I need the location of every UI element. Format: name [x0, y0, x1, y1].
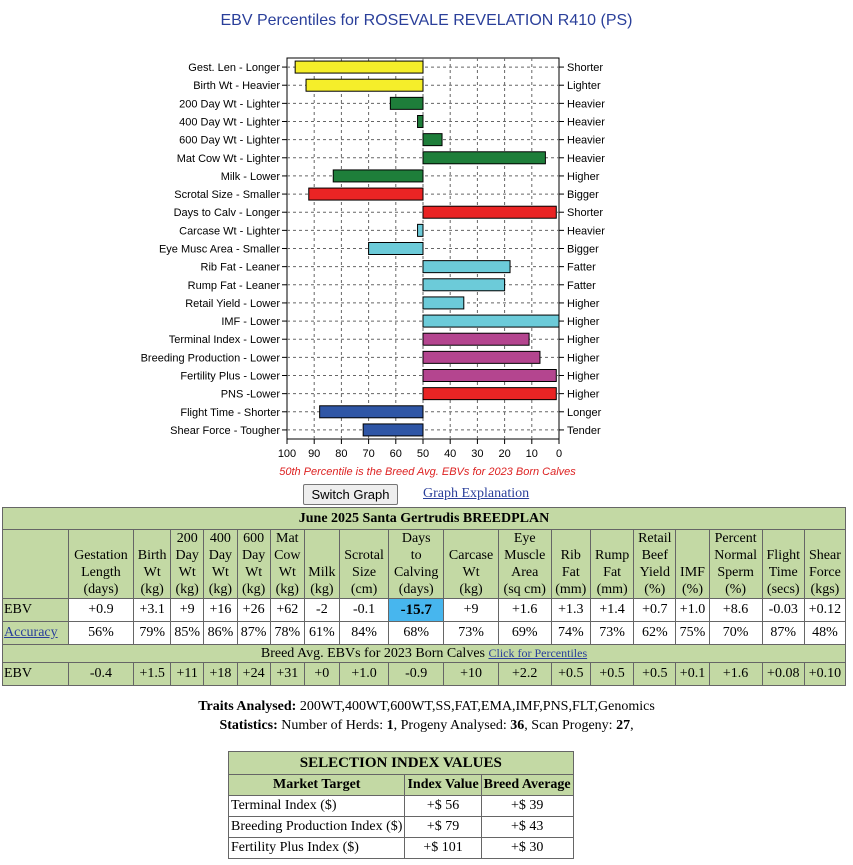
column-header-line: Wt [245, 565, 263, 580]
column-header-line: Retail [638, 531, 672, 546]
percentile-bar [390, 97, 423, 109]
percentile-chart [0, 50, 853, 462]
ebv-value-cell: +0.9 [68, 599, 134, 622]
x-tick-label: 90 [308, 448, 321, 460]
accuracy-value-cell: 86% [204, 622, 237, 645]
trait-label-left: PNS -Lower [220, 388, 280, 401]
trait-label-left: Rib Fat - Leaner [200, 261, 280, 274]
ebv-value-cell: +1.6 [498, 599, 551, 622]
column-header-line: (%) [644, 582, 666, 597]
column-header [444, 530, 499, 599]
ebv-value-cell: -15.7 [389, 599, 444, 622]
column-header [389, 530, 444, 599]
breed-avg-row [3, 663, 846, 686]
click-for-percentiles-link[interactable]: Click for Percentiles [488, 646, 588, 660]
trait-label-left: Shear Force - Tougher [170, 424, 280, 437]
percentile-bar [423, 152, 545, 164]
column-header-line: (kg) [459, 582, 483, 597]
selection-index-title: SELECTION INDEX VALUES [229, 752, 574, 775]
column-header-line: Sperm [717, 565, 754, 580]
column-header [134, 530, 171, 599]
column-header-line: Mat [276, 531, 299, 546]
column-header-line: (kg) [241, 582, 266, 597]
column-header-line: Birth [137, 548, 167, 563]
column-header-line: 400 [209, 531, 231, 546]
breed-avg-value-cell: +0.5 [551, 663, 591, 686]
column-header [762, 530, 804, 599]
progeny-value: 36 [510, 718, 525, 733]
x-tick-label: 20 [498, 448, 511, 460]
ebv-table-title-row [3, 508, 846, 530]
breed-avg-value-cell: -0.9 [389, 663, 444, 686]
statistics-label: Statistics: [219, 718, 278, 733]
column-header [804, 530, 845, 599]
column-header [676, 530, 709, 599]
ebv-value-cell: +1.4 [591, 599, 634, 622]
header-index-value: Index Value [405, 775, 481, 796]
ebv-value-cell: +3.1 [134, 599, 171, 622]
column-header-line: (kg) [208, 582, 233, 597]
trait-label-right: Tender [567, 424, 601, 437]
column-header-line: Fat [561, 565, 580, 580]
trait-label-left: Carcase Wt - Lighter [179, 225, 280, 238]
column-header-line: (mm) [555, 582, 587, 597]
market-target-cell: Terminal Index ($) [229, 796, 405, 817]
header-blank-cell [3, 530, 69, 599]
breed-average-cell: +$ 39 [481, 796, 573, 817]
column-header-line: (kgs) [810, 582, 840, 597]
accuracy-value-cell: 85% [171, 622, 204, 645]
column-header-line: 200 [176, 531, 198, 546]
market-target-cell: Fertility Plus Index ($) [229, 838, 405, 859]
accuracy-value-cell: 73% [591, 622, 634, 645]
trait-label-left: Milk - Lower [220, 170, 280, 183]
ebv-row [3, 599, 846, 622]
herds-value: 1 [386, 718, 394, 733]
trait-label-right: Heavier [567, 98, 605, 111]
analysis-summary [0, 697, 853, 735]
column-header [204, 530, 237, 599]
column-header [709, 530, 762, 599]
column-header-line: Day [208, 548, 233, 563]
breed-average-cell: +$ 30 [481, 838, 573, 859]
column-header [634, 530, 676, 599]
accuracy-value-cell: 62% [634, 622, 676, 645]
breed-avg-value-cell: +0.10 [804, 663, 845, 686]
column-header-line: Percent [714, 531, 757, 546]
breed-avg-value-cell: +2.2 [498, 663, 551, 686]
breed-average-cell: +$ 43 [481, 817, 573, 838]
column-header [498, 530, 551, 599]
percentile-bar [423, 388, 556, 400]
column-header-line: (cm) [350, 582, 378, 597]
ebv-value-cell: +1.3 [551, 599, 591, 622]
ebv-value-cell: +1.0 [676, 599, 709, 622]
accuracy-value-cell: 79% [134, 622, 171, 645]
percentile-bar [320, 406, 423, 418]
accuracy-value-cell: 48% [804, 622, 845, 645]
column-header-line: Wt [178, 565, 196, 580]
selection-index-row [229, 796, 574, 817]
column-header [270, 530, 304, 599]
ebv-value-cell: +8.6 [709, 599, 762, 622]
percentile-bar [423, 261, 510, 273]
column-header-line: Day [175, 548, 199, 563]
accuracy-value-cell: 70% [709, 622, 762, 645]
column-header-line: (kg) [310, 582, 334, 597]
percentile-bar [423, 206, 556, 218]
column-header-line: (%) [682, 582, 703, 597]
percentile-bar [333, 170, 423, 182]
trait-label-right: Higher [567, 170, 600, 183]
column-header-line: Days [401, 531, 431, 546]
breed-avg-title: Breed Avg. EBVs for 2023 Born Calves [260, 646, 485, 661]
trait-label-right: Higher [567, 370, 600, 383]
trait-label-left: Days to Calv - Longer [173, 207, 280, 220]
percentile-bar [423, 351, 540, 363]
x-tick-label: 100 [277, 448, 297, 460]
column-header-line: Shear [808, 548, 841, 563]
selection-index-table [228, 751, 574, 859]
column-header-line: Cow [274, 548, 301, 563]
trait-label-left: 400 Day Wt - Lighter [179, 116, 280, 129]
statistics-line [0, 716, 853, 735]
progeny-label: , Progeny Analysed: [393, 718, 511, 733]
trait-label-left: 600 Day Wt - Lighter [179, 134, 280, 147]
column-header-line: 600 [243, 531, 265, 546]
breed-avg-value-cell: +31 [270, 663, 304, 686]
trait-label-left: Scrotal Size - Smaller [174, 189, 280, 202]
trait-label-right: Higher [567, 388, 600, 401]
ebv-value-cell: +62 [270, 599, 304, 622]
breed-avg-value-cell: +24 [237, 663, 270, 686]
trait-label-left: 200 Day Wt - Lighter [179, 98, 280, 111]
x-tick-label: 40 [444, 448, 457, 460]
selection-index-row [229, 838, 574, 859]
trait-label-right: Shorter [567, 207, 604, 220]
column-header-line: Day [241, 548, 266, 563]
x-tick-label: 10 [525, 448, 538, 460]
percentile-bar [306, 79, 423, 91]
column-header-line: (sq cm) [503, 582, 546, 597]
column-header [591, 530, 634, 599]
index-value-cell: +$ 101 [405, 838, 481, 859]
herds-label: Number of Herds: [277, 718, 387, 733]
column-header-line: (days) [83, 582, 119, 597]
accuracy-row-label[interactable] [3, 622, 69, 645]
trait-label-left: Flight Time - Shorter [180, 406, 280, 419]
percentile-bar [423, 370, 556, 382]
column-header-line: Size [352, 565, 377, 580]
accuracy-value-cell: 73% [444, 622, 499, 645]
index-value-cell: +$ 79 [405, 817, 481, 838]
column-header-line: Wt [462, 565, 480, 580]
column-header [339, 530, 388, 599]
column-header [68, 530, 134, 599]
ebv-row-label: EBV [3, 599, 69, 622]
column-header-line: Milk [308, 565, 336, 580]
breed-avg-value-cell: +0.08 [762, 663, 804, 686]
breed-avg-title-cell [3, 645, 846, 663]
trait-label-right: Higher [567, 334, 600, 347]
accuracy-value-cell: 87% [237, 622, 270, 645]
x-tick-label: 60 [389, 448, 402, 460]
column-header-line: IMF [680, 565, 705, 580]
breed-avg-value-cell: +10 [444, 663, 499, 686]
accuracy-value-cell: 74% [551, 622, 591, 645]
trait-label-right: Bigger [567, 189, 599, 202]
column-header-line: Eye [513, 531, 536, 546]
percentile-bar [423, 297, 464, 309]
ebv-value-cell: -0.03 [762, 599, 804, 622]
trait-label-left: Gest. Len - Longer [188, 62, 280, 75]
breed-avg-value-cell: +1.0 [339, 663, 388, 686]
trait-label-left: Eye Musc Area - Smaller [158, 243, 280, 256]
trait-label-left: Retail Yield - Lower [185, 297, 280, 310]
column-header-line: (kg) [140, 582, 164, 597]
header-market-target: Market Target [229, 775, 405, 796]
x-tick-label: 0 [555, 448, 563, 460]
accuracy-value-cell: 84% [339, 622, 388, 645]
accuracy-value-cell: 69% [498, 622, 551, 645]
column-header-line: Length [81, 565, 121, 580]
column-header-line: Gestation [74, 548, 128, 563]
traits-label: Traits Analysed: [198, 699, 297, 714]
selection-index-header-row [229, 775, 574, 796]
trait-label-left: Rump Fat - Leaner [187, 279, 280, 292]
breed-avg-title-row [3, 645, 846, 663]
column-header-line: Beef [641, 548, 668, 563]
breed-avg-value-cell: +0 [304, 663, 339, 686]
ebv-value-cell: -2 [304, 599, 339, 622]
percentile-bar [423, 333, 529, 345]
column-header-line: Carcase [448, 548, 494, 563]
breed-avg-value-cell: +1.6 [709, 663, 762, 686]
column-header [171, 530, 204, 599]
accuracy-value-cell: 68% [389, 622, 444, 645]
trait-label-left: Breeding Production - Lower [140, 352, 280, 365]
index-value-cell: +$ 56 [405, 796, 481, 817]
trait-label-right: Heavier [567, 225, 605, 238]
trait-label-right: Fatter [567, 279, 596, 292]
traits-analysed-line [0, 697, 853, 716]
column-header-line: Time [768, 565, 798, 580]
trait-label-right: Bigger [567, 243, 599, 256]
selection-index-title-row [229, 752, 574, 775]
percentile-bar [309, 188, 423, 200]
breed-avg-value-cell: +11 [171, 663, 204, 686]
column-header [237, 530, 270, 599]
column-header-line: Flight [766, 548, 800, 563]
column-header-line: Wt [278, 565, 296, 580]
ebv-table-title: June 2025 Santa Gertrudis BREEDPLAN [3, 508, 846, 530]
breed-avg-value-cell: +0.5 [634, 663, 676, 686]
breed-avg-value-cell: +18 [204, 663, 237, 686]
market-target-cell: Breeding Production Index ($) [229, 817, 405, 838]
accuracy-value-cell: 61% [304, 622, 339, 645]
x-tick-label: 70 [362, 448, 375, 460]
column-header-line: (kg) [175, 582, 199, 597]
column-header [304, 530, 339, 599]
column-header-line: Fat [603, 565, 622, 580]
trait-label-left: Birth Wt - Heavier [193, 80, 280, 93]
column-header-line: Rib [560, 548, 581, 563]
column-header-line: Area [511, 565, 539, 580]
scan-label: , Scan Progeny: [524, 718, 617, 733]
accuracy-row [3, 622, 846, 645]
trait-label-right: Higher [567, 316, 600, 329]
percentile-bar [369, 243, 423, 255]
column-header-line: (secs) [766, 582, 800, 597]
trait-label-right: Heavier [567, 152, 605, 165]
accuracy-link[interactable]: Accuracy [4, 625, 58, 640]
percentile-bar [363, 424, 423, 436]
x-tick-label: 30 [471, 448, 484, 460]
header-breed-average: Breed Average [481, 775, 573, 796]
percentile-bar [295, 61, 423, 73]
trait-label-left: IMF - Lower [221, 316, 280, 329]
column-header-line: (days) [398, 582, 434, 597]
accuracy-value-cell: 75% [676, 622, 709, 645]
trait-label-right: Higher [567, 352, 600, 365]
accuracy-value-cell: 87% [762, 622, 804, 645]
accuracy-value-cell: 56% [68, 622, 134, 645]
trait-label-right: Fatter [567, 261, 596, 274]
breed-avg-value-cell: +0.5 [591, 663, 634, 686]
chart-note: 50th Percentile is the Breed Avg. EBVs for 2023 Born Calves [279, 466, 576, 478]
graph-explanation-link[interactable]: Graph Explanation [423, 486, 530, 501]
trait-label-right: Heavier [567, 134, 605, 147]
percentile-bar [423, 279, 505, 291]
page-title: EBV Percentiles for ROSEVALE REVELATION R410 (PS) [220, 12, 633, 29]
x-tick-label: 80 [335, 448, 348, 460]
column-header-line: Rump [595, 548, 630, 563]
trait-label-left: Mat Cow Wt - Lighter [176, 152, 280, 165]
percentile-bar [418, 224, 423, 236]
column-header [551, 530, 591, 599]
ebv-value-cell: -0.1 [339, 599, 388, 622]
column-header-line: Calving [394, 565, 439, 580]
breed-avg-row-label: EBV [3, 663, 69, 686]
trait-label-right: Lighter [567, 80, 601, 93]
percentile-bar [423, 134, 442, 146]
breed-avg-value-cell: -0.4 [68, 663, 134, 686]
trait-label-right: Higher [567, 297, 600, 310]
breed-avg-value-cell: +1.5 [134, 663, 171, 686]
ebv-table [2, 507, 846, 686]
accuracy-value-cell: 78% [270, 622, 304, 645]
trait-label-right: Longer [567, 406, 602, 419]
trait-label-left: Fertility Plus - Lower [180, 370, 280, 383]
ebv-value-cell: +26 [237, 599, 270, 622]
percentile-bar [423, 315, 559, 327]
ebv-header-row [3, 530, 846, 599]
ebv-value-cell: +9 [171, 599, 204, 622]
trait-label-right: Heavier [567, 116, 605, 129]
column-header-line: Yield [639, 565, 670, 580]
scan-value: 27 [616, 718, 631, 733]
ebv-value-cell: +16 [204, 599, 237, 622]
trait-label-left: Terminal Index - Lower [168, 334, 280, 347]
column-header-line: Scrotal [344, 548, 384, 563]
column-header-line: Wt [211, 565, 229, 580]
switch-graph-button[interactable]: Switch Graph [303, 484, 398, 505]
breed-avg-value-cell: +0.1 [676, 663, 709, 686]
column-header-line: Wt [143, 565, 161, 580]
column-header-line: (mm) [596, 582, 628, 597]
column-header-line: Force [808, 565, 841, 580]
statistics-tail: , [630, 718, 634, 733]
selection-index-row [229, 817, 574, 838]
column-header-line: Normal [714, 548, 757, 563]
ebv-value-cell: +9 [444, 599, 499, 622]
percentile-bar [418, 116, 423, 128]
traits-value: 200WT,400WT,600WT,SS,FAT,EMA,IMF,PNS,FLT,Genomics [296, 699, 655, 714]
ebv-value-cell: +0.12 [804, 599, 845, 622]
column-header-line: Muscle [504, 548, 546, 563]
x-tick-label: 50 [416, 448, 430, 460]
ebv-value-cell: +0.7 [634, 599, 676, 622]
trait-label-right: Shorter [567, 62, 604, 75]
column-header-line: (kg) [275, 582, 299, 597]
column-header-line: to [410, 548, 422, 563]
column-header-line: (%) [725, 582, 747, 597]
